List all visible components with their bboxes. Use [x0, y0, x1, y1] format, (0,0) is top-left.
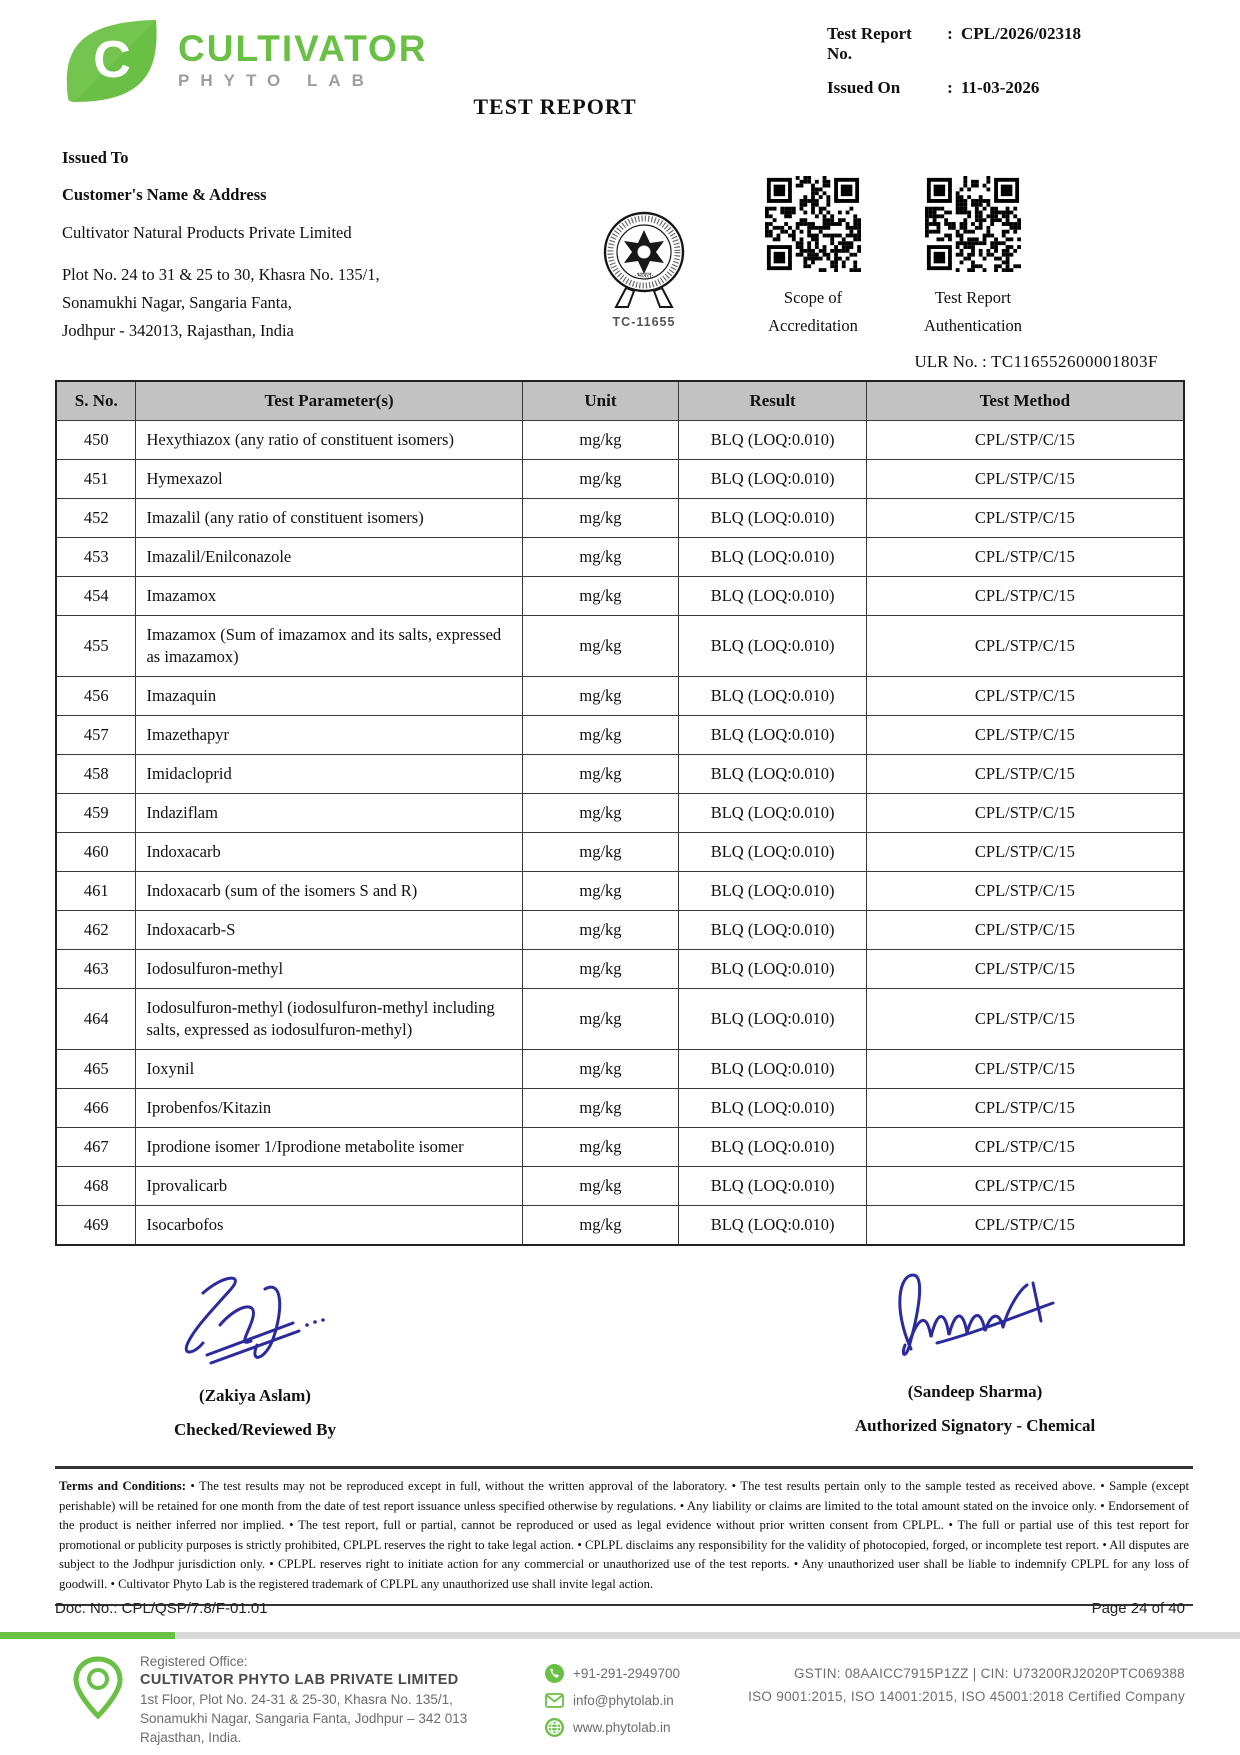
footer-divider-bar [0, 1632, 1240, 1639]
report-no-label: Test Report No. [827, 24, 912, 63]
table-cell: CPL/STP/C/15 [866, 755, 1184, 794]
table-cell: Imidacloprid [136, 755, 522, 794]
zakiya-signature-icon [165, 1263, 345, 1379]
table-cell: CPL/STP/C/15 [866, 460, 1184, 499]
ulr-number [914, 352, 1158, 372]
table-row [56, 872, 1184, 911]
customer-address-line: Sonamukhi Nagar, Sangaria Fanta, [62, 293, 292, 312]
column-header: S. No. [56, 381, 136, 421]
table-cell: BLQ (LOQ:0.010) [679, 794, 866, 833]
table-cell: BLQ (LOQ:0.010) [679, 616, 866, 677]
email-address: info@phytolab.in [573, 1693, 674, 1708]
footer-address-line: Rajasthan, India. [140, 1730, 242, 1745]
table-cell: CPL/STP/C/15 [866, 716, 1184, 755]
table-cell: Iprobenfos/Kitazin [136, 1089, 522, 1128]
table-cell: mg/kg [522, 833, 679, 872]
table-cell: 452 [56, 499, 136, 538]
table-row [56, 989, 1184, 1050]
table-cell: 451 [56, 460, 136, 499]
table-cell: CPL/STP/C/15 [866, 833, 1184, 872]
table-row [56, 1128, 1184, 1167]
table-cell: BLQ (LOQ:0.010) [679, 911, 866, 950]
table-cell: BLQ (LOQ:0.010) [679, 538, 866, 577]
leaf-logo-icon [60, 14, 164, 106]
website-row [545, 1714, 680, 1741]
table-cell: 450 [56, 421, 136, 460]
brand-name: CULTIVATOR [178, 27, 428, 69]
customer-address-line: Jodhpur - 342013, Rajasthan, India [62, 321, 294, 340]
table-cell: 460 [56, 833, 136, 872]
table-row [56, 577, 1184, 616]
table-cell: mg/kg [522, 1089, 679, 1128]
table-cell: mg/kg [522, 989, 679, 1050]
footer-address-line: Sonamukhi Nagar, Sangaria Fanta, Jodhpur – 342 013 [140, 1711, 468, 1726]
ulr-value: TC116552600001803F [990, 352, 1158, 371]
table-cell: BLQ (LOQ:0.010) [679, 1050, 866, 1089]
table-cell: 459 [56, 794, 136, 833]
table-cell: mg/kg [522, 1128, 679, 1167]
table-cell: CPL/STP/C/15 [866, 911, 1184, 950]
phone-number: +91-291-2949700 [573, 1666, 680, 1681]
column-header: Test Parameter(s) [136, 381, 522, 421]
table-row [56, 616, 1184, 677]
table-row [56, 794, 1184, 833]
table-cell: CPL/STP/C/15 [866, 421, 1184, 460]
logo-text [178, 27, 428, 91]
footer [0, 1648, 1240, 1755]
table-cell: BLQ (LOQ:0.010) [679, 1167, 866, 1206]
table-cell: mg/kg [522, 755, 679, 794]
registered-office-block [140, 1652, 467, 1747]
email-row [545, 1687, 680, 1714]
table-cell: 453 [56, 538, 136, 577]
results-table-wrap [55, 380, 1185, 1246]
table-cell: CPL/STP/C/15 [866, 794, 1184, 833]
table-cell: Imazalil (any ratio of constituent isomers) [136, 499, 522, 538]
signatory-name: (Zakiya Aslam) [199, 1386, 311, 1405]
colon: : [981, 352, 987, 371]
brand-subtitle: PHYTO LAB [178, 70, 375, 90]
table-header-row [56, 381, 1184, 421]
terms-body: • The test results may not be reproduced except in full, without the written approval of the laboratory. • The test results pertain only to the sample tested as received above. • Sample (except perishable) will be retained for one month from the date of test report issuance unless specified otherwise by regulations. • Any liability or claims are limited to the total amount stated on the invoice only. • Endorsement of the product is neither inferred nor implied. • The test report, full or partial, cannot be reproduced or used as legal evidence without prior written consent from CPLPL. • The full or partial use of this test report for promotional or publicity purposes is strictly prohibited, CPLPL reserves the right to take legal action. • CPLPL disclaims any responsibility for the validity of photocopied, forged, or incomplete test report. • All disputes are subject to the Jodhpur jurisdiction only. • CPLPL reserves right to initiate action for any commercial or unauthorized use of the test reports. • Any unauthorized user shall be liable to indemnify CPLPL for any loss of goodwill. • Cultivator Phyto Lab is the registered trademark of CPLPL any unauthorized use shall invite legal action. [59, 1479, 1189, 1591]
company-logo [60, 14, 428, 106]
checked-by-signature-block [75, 1262, 435, 1440]
table-cell: 458 [56, 755, 136, 794]
terms-and-conditions [55, 1466, 1193, 1606]
qr-label [898, 284, 1048, 340]
table-cell: mg/kg [522, 1050, 679, 1089]
report-no-value: CPL/2026/02318 [961, 24, 1081, 43]
table-cell: Indoxacarb [136, 833, 522, 872]
seal-code: TC-11655 [612, 315, 676, 329]
table-cell: Imazalil/Enilconazole [136, 538, 522, 577]
table-cell: Indaziflam [136, 794, 522, 833]
nabl-seal-icon [588, 208, 700, 308]
table-cell: mg/kg [522, 911, 679, 950]
table-cell: Iodosulfuron-methyl [136, 950, 522, 989]
table-cell: Imazamox [136, 577, 522, 616]
table-cell: mg/kg [522, 1206, 679, 1246]
table-cell: mg/kg [522, 577, 679, 616]
table-cell: mg/kg [522, 872, 679, 911]
table-row [56, 1050, 1184, 1089]
table-cell: BLQ (LOQ:0.010) [679, 989, 866, 1050]
colon: : [947, 78, 953, 97]
table-cell: CPL/STP/C/15 [866, 499, 1184, 538]
signatory-name: (Sandeep Sharma) [907, 1382, 1043, 1401]
table-cell: 456 [56, 677, 136, 716]
qr-label-line: Test Report [934, 288, 1012, 307]
issued-on-value: 11-03-2026 [961, 78, 1040, 97]
table-cell: BLQ (LOQ:0.010) [679, 950, 866, 989]
footer-company-name: CULTIVATOR PHYTO LAB PRIVATE LIMITED [140, 1672, 459, 1688]
table-cell: 455 [56, 616, 136, 677]
table-cell: 469 [56, 1206, 136, 1246]
website-url: www.phytolab.in [573, 1720, 671, 1735]
table-row [56, 833, 1184, 872]
column-header: Unit [522, 381, 679, 421]
table-cell: 461 [56, 872, 136, 911]
qr-label-line: Accreditation [768, 316, 858, 335]
table-cell: Indoxacarb-S [136, 911, 522, 950]
customer-name: Cultivator Natural Products Private Limited [62, 223, 352, 242]
report-no-row [827, 24, 1081, 64]
results-table [55, 380, 1185, 1246]
table-cell: CPL/STP/C/15 [866, 1050, 1184, 1089]
column-header: Result [679, 381, 866, 421]
table-cell: BLQ (LOQ:0.010) [679, 1206, 866, 1246]
table-cell: mg/kg [522, 1167, 679, 1206]
table-cell: mg/kg [522, 616, 679, 677]
footer-certifications [748, 1662, 1185, 1708]
location-pin-icon [72, 1656, 124, 1723]
table-cell: mg/kg [522, 950, 679, 989]
table-cell: mg/kg [522, 538, 679, 577]
table-cell: 462 [56, 911, 136, 950]
qr-label-line: Scope of [783, 288, 843, 307]
table-cell: CPL/STP/C/15 [866, 872, 1184, 911]
table-cell: CPL/STP/C/15 [866, 950, 1184, 989]
table-cell: BLQ (LOQ:0.010) [679, 577, 866, 616]
table-cell: 468 [56, 1167, 136, 1206]
table-cell: BLQ (LOQ:0.010) [679, 872, 866, 911]
table-row [56, 1089, 1184, 1128]
sandeep-signature-icon [875, 1259, 1075, 1375]
qr-test-report-authentication [898, 176, 1048, 340]
table-cell: Indoxacarb (sum of the isomers S and R) [136, 872, 522, 911]
page-number: Page 24 of 40 [1091, 1600, 1185, 1617]
table-cell: BLQ (LOQ:0.010) [679, 833, 866, 872]
issued-on-label: Issued On [827, 78, 901, 97]
table-row [56, 1206, 1184, 1246]
table-row [56, 716, 1184, 755]
qr-code-icon [765, 176, 861, 272]
table-cell: CPL/STP/C/15 [866, 616, 1184, 677]
table-row [56, 460, 1184, 499]
table-row [56, 421, 1184, 460]
registered-office-label: Registered Office: [140, 1654, 248, 1669]
document-number-row [55, 1600, 1185, 1617]
table-row [56, 911, 1184, 950]
page-title: TEST REPORT [473, 94, 637, 119]
footer-address-line: 1st Floor, Plot No. 24-31 & 25-30, Khasra No. 135/1, [140, 1692, 453, 1707]
signature-image [795, 1258, 1155, 1376]
table-cell: Imazethapyr [136, 716, 522, 755]
gstin-cin-line: GSTIN: 08AAICC7915P1ZZ | CIN: U73200RJ2020PTC069388 [794, 1666, 1185, 1681]
svg-text:C: C [93, 31, 131, 89]
table-cell: 457 [56, 716, 136, 755]
table-row [56, 1167, 1184, 1206]
accreditation-seal [588, 208, 700, 329]
table-cell: 465 [56, 1050, 136, 1089]
customer-heading: Customer's Name & Address [62, 185, 267, 204]
qr-label [738, 284, 888, 340]
globe-icon [545, 1718, 564, 1737]
table-cell: CPL/STP/C/15 [866, 677, 1184, 716]
table-cell: mg/kg [522, 716, 679, 755]
column-header: Test Method [866, 381, 1184, 421]
doc-number: Doc. No.: CPL/QSP/7.8/F-01.01 [55, 1600, 268, 1617]
table-row [56, 755, 1184, 794]
table-cell: CPL/STP/C/15 [866, 1089, 1184, 1128]
table-cell: BLQ (LOQ:0.010) [679, 1128, 866, 1167]
email-icon [545, 1693, 564, 1708]
table-cell: mg/kg [522, 460, 679, 499]
table-cell: BLQ (LOQ:0.010) [679, 716, 866, 755]
table-cell: 464 [56, 989, 136, 1050]
table-cell: BLQ (LOQ:0.010) [679, 460, 866, 499]
customer-block [62, 148, 380, 345]
table-cell: Iprodione isomer 1/Iprodione metabolite isomer [136, 1128, 522, 1167]
table-cell: CPL/STP/C/15 [866, 577, 1184, 616]
qr-code-icon [925, 176, 1021, 272]
table-cell: CPL/STP/C/15 [866, 1128, 1184, 1167]
table-cell: 466 [56, 1089, 136, 1128]
signature-image [75, 1262, 435, 1380]
terms-label: Terms and Conditions: [59, 1479, 186, 1493]
colon: : [947, 24, 953, 43]
signatory-role: Authorized Signatory - Chemical [854, 1416, 1096, 1435]
phone-row [545, 1660, 680, 1687]
footer-divider-green-segment [0, 1632, 175, 1639]
table-cell: mg/kg [522, 499, 679, 538]
table-cell: 467 [56, 1128, 136, 1167]
signatory-role: Checked/Reviewed By [174, 1420, 336, 1439]
table-cell: BLQ (LOQ:0.010) [679, 1089, 866, 1128]
issued-to-label: Issued To [62, 148, 129, 167]
table-row [56, 677, 1184, 716]
table-cell: Imazamox (Sum of imazamox and its salts, expressed as imazamox) [136, 616, 522, 677]
ulr-label: ULR No. [914, 352, 978, 371]
table-cell: Ioxynil [136, 1050, 522, 1089]
table-row [56, 950, 1184, 989]
table-cell: Hexythiazox (any ratio of constituent isomers) [136, 421, 522, 460]
table-cell: mg/kg [522, 677, 679, 716]
table-cell: 463 [56, 950, 136, 989]
svg-text:·भारत·: ·भारत· [634, 270, 654, 280]
table-cell: CPL/STP/C/15 [866, 1206, 1184, 1246]
table-cell: BLQ (LOQ:0.010) [679, 755, 866, 794]
table-cell: BLQ (LOQ:0.010) [679, 499, 866, 538]
table-cell: CPL/STP/C/15 [866, 989, 1184, 1050]
table-cell: CPL/STP/C/15 [866, 1167, 1184, 1206]
footer-contacts [545, 1660, 680, 1741]
table-cell: mg/kg [522, 794, 679, 833]
qr-scope-of-accreditation [738, 176, 888, 340]
customer-address-line: Plot No. 24 to 31 & 25 to 30, Khasra No. 135/1, [62, 265, 380, 284]
table-cell: Iodosulfuron-methyl (iodosulfuron-methyl including salts, expressed as iodosulfuron-methyl) [136, 989, 522, 1050]
table-cell: CPL/STP/C/15 [866, 538, 1184, 577]
table-cell: Imazaquin [136, 677, 522, 716]
phone-icon [545, 1664, 564, 1683]
table-cell: BLQ (LOQ:0.010) [679, 421, 866, 460]
table-cell: 454 [56, 577, 136, 616]
table-row [56, 499, 1184, 538]
table-cell: Iprovalicarb [136, 1167, 522, 1206]
iso-line: ISO 9001:2015, ISO 14001:2015, ISO 45001:2018 Certified Company [748, 1689, 1185, 1704]
table-cell: Hymexazol [136, 460, 522, 499]
table-cell: Isocarbofos [136, 1206, 522, 1246]
table-cell: BLQ (LOQ:0.010) [679, 677, 866, 716]
table-row [56, 538, 1184, 577]
table-cell: mg/kg [522, 421, 679, 460]
authorized-signatory-block [795, 1258, 1155, 1436]
qr-label-line: Authentication [923, 316, 1023, 335]
